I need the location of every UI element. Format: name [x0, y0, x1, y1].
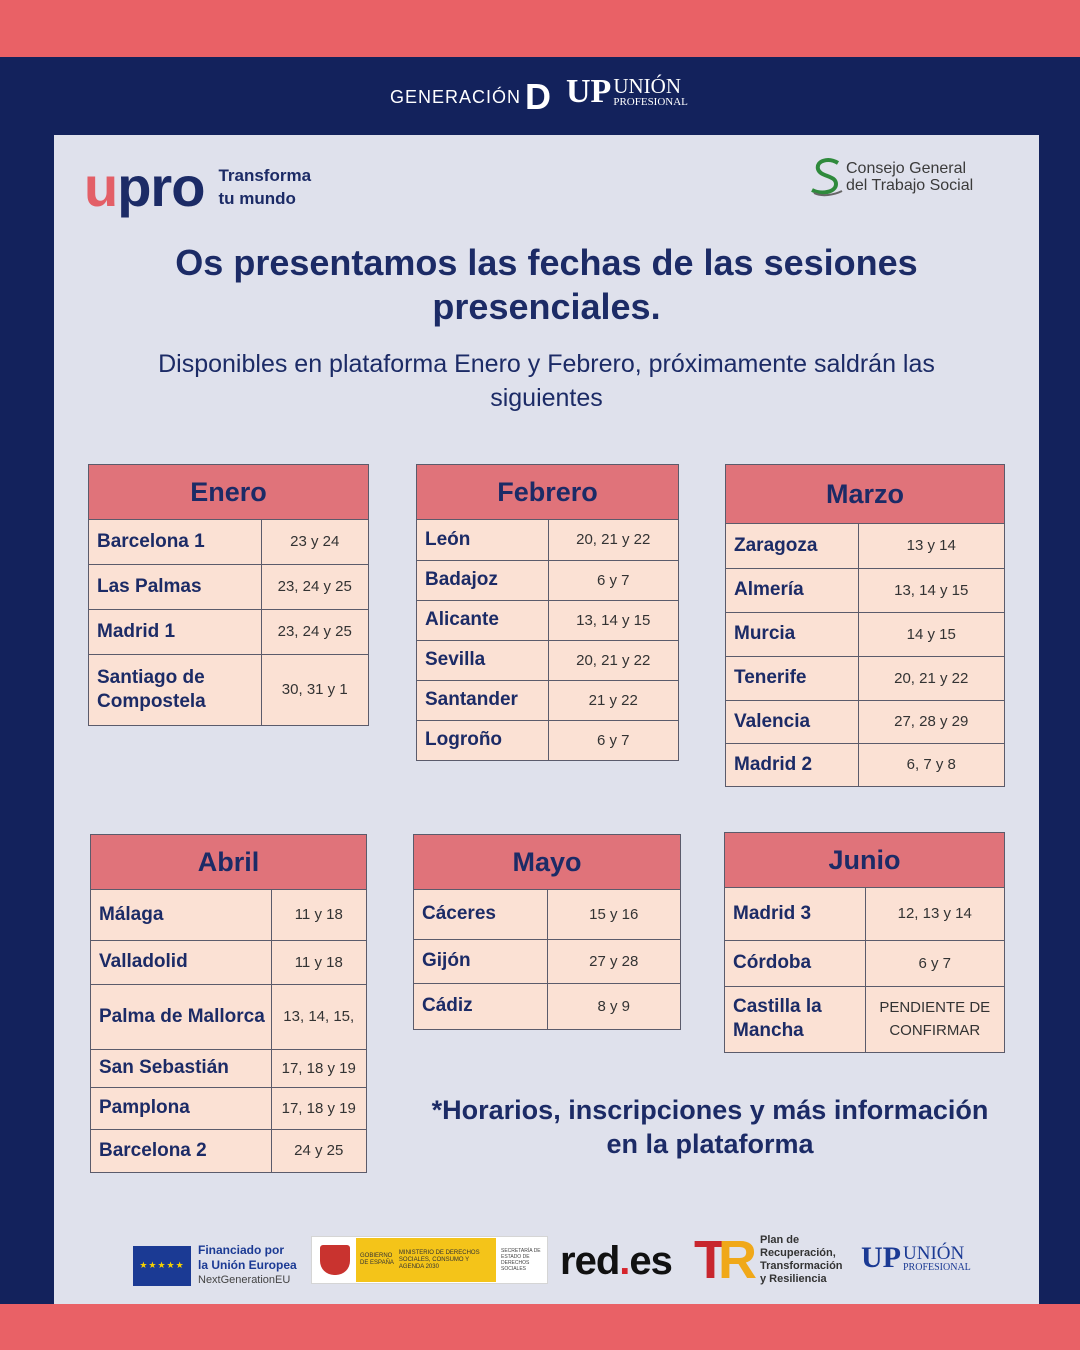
table-row: Madrid 2 6, 7 y 8 [726, 743, 1004, 786]
cgts-logo: Consejo General del Trabajo Social [810, 157, 973, 197]
table-row: Córdoba 6 y 7 [725, 940, 1004, 986]
upro-tagline: Transforma tu mundo [218, 166, 312, 208]
header-logos [0, 57, 1080, 135]
tr-mark-icon: T R [694, 1230, 757, 1290]
union-profesional-logo: UP UNIÓN PROFESIONAL [566, 73, 688, 110]
table-row: Málaga 11 y 18 [91, 890, 366, 940]
table-row: Madrid 1 23, 24 y 25 [89, 609, 368, 654]
gobierno-espana-logo: GOBIERNO DE ESPAÑA MINISTERIO DE DERECHOS SOCIALES, CONSUMO Y AGENDA 2030 SECRETARÍA DE ESTADO DE DERECHOS SOCIALES [311, 1236, 548, 1284]
red-es-logo: red.es [560, 1239, 672, 1283]
month-header: Enero [89, 465, 368, 520]
table-row: Cádiz 8 y 9 [414, 983, 680, 1029]
table-row: Logroño 6 y 7 [417, 720, 678, 760]
table-row: Almería 13, 14 y 15 [726, 568, 1004, 612]
content-panel [54, 135, 1039, 1304]
table-row: Palma de Mallorca 13, 14, 15, [91, 984, 366, 1049]
month-table-enero [88, 464, 369, 726]
table-row: León 20, 21 y 22 [417, 520, 678, 560]
month-table-mayo [413, 834, 681, 1030]
bottom-band [0, 1304, 1080, 1350]
table-row: Murcia 14 y 15 [726, 612, 1004, 656]
table-row: Alicante 13, 14 y 15 [417, 600, 678, 640]
page-subtitle: Disponibles en plataforma Enero y Febrero, próximamente saldrán las siguientes [158, 350, 935, 412]
table-row: Sevilla 20, 21 y 22 [417, 640, 678, 680]
generacion-d-logo: GENERACIÓN D [390, 76, 552, 117]
month-header: Mayo [414, 835, 680, 890]
upro-logo: upro Transforma tu mundo [84, 155, 312, 218]
month-table-febrero [416, 464, 679, 761]
table-row: Santiago de Compostela 30, 31 y 1 [89, 654, 368, 725]
table-row: Cáceres 15 y 16 [414, 890, 680, 939]
eu-funding-logo: ★★★★★ Financiado por la Unión Europea NextGenerationEU [133, 1243, 297, 1288]
month-header: Abril [91, 835, 366, 890]
month-table-junio [724, 832, 1005, 1053]
table-row: Zaragoza 13 y 14 [726, 524, 1004, 568]
month-table-abril [90, 834, 367, 1173]
table-row: Madrid 3 12, 13 y 14 [725, 888, 1004, 940]
recovery-plan-logo: T R Plan de Recuperación, Transformación y Resiliencia [688, 1233, 843, 1287]
table-row: Las Palmas 23, 24 y 25 [89, 564, 368, 609]
table-row: Tenerife 20, 21 y 22 [726, 656, 1004, 700]
month-header: Marzo [726, 465, 1004, 524]
table-row: Badajoz 6 y 7 [417, 560, 678, 600]
union-profesional-logo-footer: UP UNIÓN PROFESIONAL [861, 1241, 971, 1274]
table-row: Santander 21 y 22 [417, 680, 678, 720]
table-row: Castilla la Mancha PENDIENTE DE CONFIRMAR [725, 986, 1004, 1052]
coat-of-arms-icon [320, 1245, 350, 1275]
top-band [0, 0, 1080, 57]
table-row: Pamplona 17, 18 y 19 [91, 1087, 366, 1129]
page-title: Os presentamos las fechas de las sesiones presenciales. [175, 242, 918, 327]
month-header: Febrero [417, 465, 678, 520]
funding-logos [54, 1230, 1039, 1293]
table-row: Valencia 27, 28 y 29 [726, 700, 1004, 743]
cgts-swoosh-icon [810, 157, 844, 197]
table-row: San Sebastián 17, 18 y 19 [91, 1049, 366, 1087]
eu-flag-icon: ★★★★★ [133, 1246, 191, 1286]
table-row: Gijón 27 y 28 [414, 939, 680, 983]
table-row: Barcelona 1 23 y 24 [89, 520, 368, 564]
info-note: *Horarios, inscripciones y más información en la plataforma [431, 1095, 989, 1159]
table-row: Barcelona 2 24 y 25 [91, 1129, 366, 1172]
table-row: Valladolid 11 y 18 [91, 940, 366, 984]
month-header: Junio [725, 833, 1004, 888]
month-table-marzo [725, 464, 1005, 787]
